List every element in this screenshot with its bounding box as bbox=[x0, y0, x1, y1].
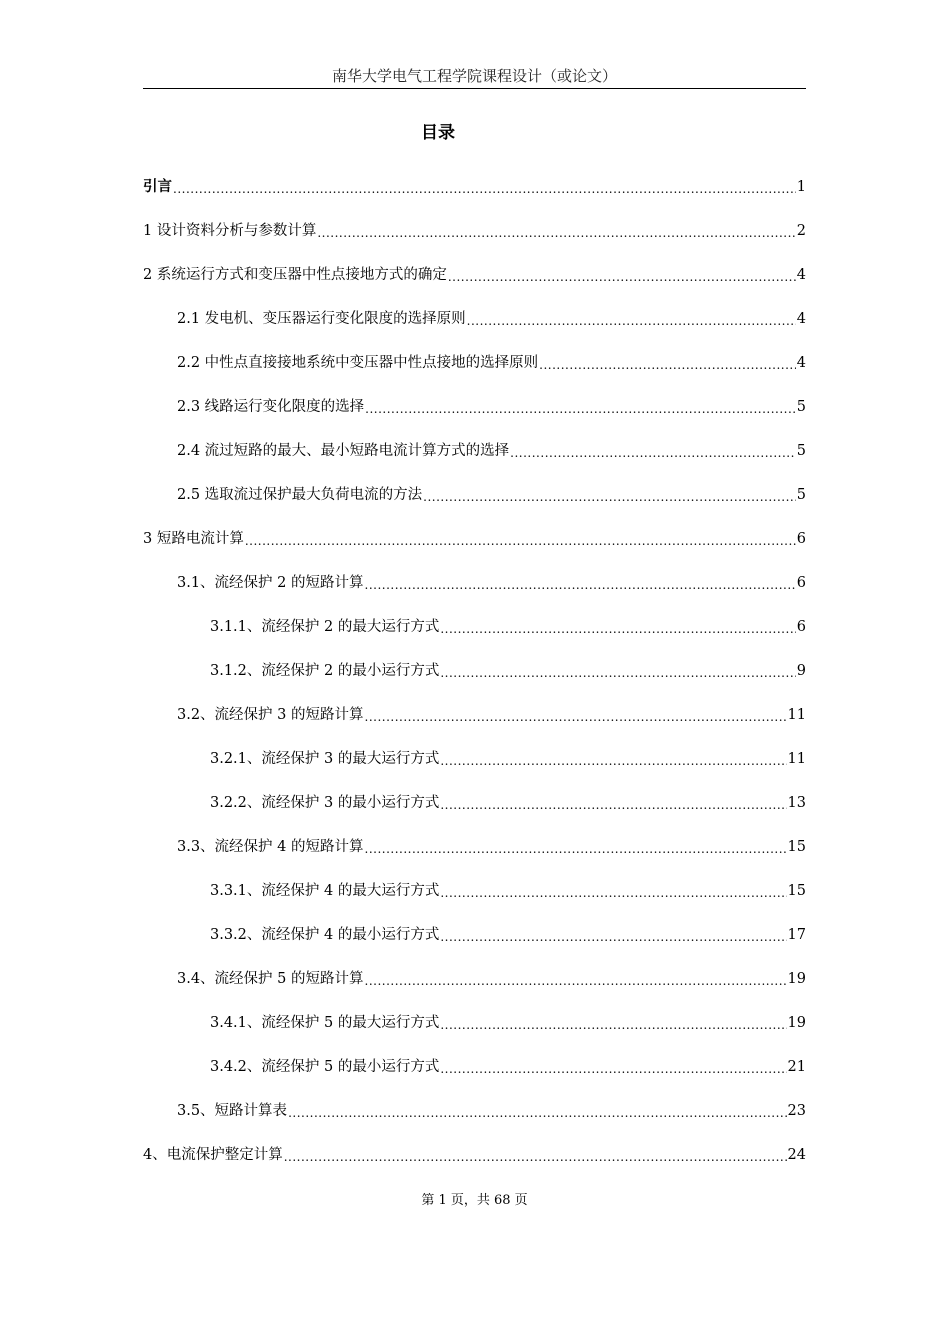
toc-dot-leader bbox=[173, 176, 796, 198]
toc-entry[interactable] bbox=[143, 176, 806, 198]
toc-entry[interactable] bbox=[143, 1056, 806, 1078]
toc-dot-leader bbox=[440, 660, 795, 682]
toc-entry-label: 3.2.2、流经保护 3 的最小运行方式 bbox=[210, 795, 440, 811]
toc-entry-label: 3.4、流经保护 5 的短路计算 bbox=[177, 971, 364, 987]
toc-entry-label: 3.3、流经保护 4 的短路计算 bbox=[177, 839, 364, 855]
toc-entry-label: 3.3.1、流经保护 4 的最大运行方式 bbox=[210, 883, 440, 899]
toc-entry-page: 13 bbox=[787, 795, 806, 811]
toc-dot-leader bbox=[440, 1012, 786, 1034]
toc-dot-leader bbox=[440, 616, 795, 638]
toc-entry-label: 2.2 中性点直接接地系统中变压器中性点接地的选择原则 bbox=[177, 355, 539, 371]
toc-entry-page: 4 bbox=[796, 355, 806, 371]
toc-entry-label: 3.1.2、流经保护 2 的最小运行方式 bbox=[210, 663, 440, 679]
toc-entry-page: 19 bbox=[787, 1015, 806, 1031]
toc-entry-page: 4 bbox=[796, 311, 806, 327]
toc-entry-label: 3.1、流经保护 2 的短路计算 bbox=[177, 575, 364, 591]
toc-entry[interactable] bbox=[143, 220, 806, 242]
toc-entry-page: 5 bbox=[796, 399, 806, 415]
toc-entry[interactable] bbox=[143, 748, 806, 770]
toc-entry-label: 4、电流保护整定计算 bbox=[143, 1147, 283, 1163]
toc-entry-page: 11 bbox=[787, 707, 806, 723]
toc-entry-label: 3.5、短路计算表 bbox=[177, 1103, 288, 1119]
running-header: 南华大学电气工程学院课程设计（或论文） bbox=[331, 67, 617, 85]
toc-entry-label: 2.3 线路运行变化限度的选择 bbox=[177, 399, 365, 415]
toc-entry-page: 15 bbox=[787, 883, 806, 899]
toc-entry-page: 5 bbox=[796, 487, 806, 503]
toc-entry-label: 3.2.1、流经保护 3 的最大运行方式 bbox=[210, 751, 440, 767]
toc-entry-page: 9 bbox=[796, 663, 806, 679]
toc-entry-label: 3.4.2、流经保护 5 的最小运行方式 bbox=[210, 1059, 440, 1075]
toc-entry[interactable] bbox=[143, 396, 806, 418]
toc-entry[interactable] bbox=[143, 836, 806, 858]
toc-entry-page: 19 bbox=[787, 971, 806, 987]
toc-entry-page: 4 bbox=[796, 267, 806, 283]
toc-entry[interactable] bbox=[143, 308, 806, 330]
toc-entry[interactable] bbox=[143, 616, 806, 638]
toc-dot-leader bbox=[510, 440, 796, 462]
toc-entry-page: 15 bbox=[787, 839, 806, 855]
toc-dot-leader bbox=[440, 1056, 786, 1078]
toc-entry[interactable] bbox=[143, 572, 806, 594]
toc-entry-label: 2.5 选取流过保护最大负荷电流的方法 bbox=[177, 487, 423, 503]
toc-entry-label: 3.2、流经保护 3 的短路计算 bbox=[177, 707, 364, 723]
toc-entry-label: 2.4 流过短路的最大、最小短路电流计算方式的选择 bbox=[177, 443, 510, 459]
toc-entry-label: 3.3.2、流经保护 4 的最小运行方式 bbox=[210, 927, 440, 943]
toc-dot-leader bbox=[440, 748, 786, 770]
toc-entry-label: 2.1 发电机、变压器运行变化限度的选择原则 bbox=[177, 311, 466, 327]
toc-entry-label: 3.1.1、流经保护 2 的最大运行方式 bbox=[210, 619, 440, 635]
toc-dot-leader bbox=[467, 308, 796, 330]
toc-entry[interactable] bbox=[143, 1144, 806, 1166]
toc-entry-page: 6 bbox=[796, 619, 806, 635]
toc-entry[interactable] bbox=[143, 484, 806, 506]
toc-entry[interactable] bbox=[143, 924, 806, 946]
toc-dot-leader bbox=[423, 484, 796, 506]
toc-dot-leader bbox=[365, 396, 796, 418]
toc-entry[interactable] bbox=[143, 660, 806, 682]
toc-dot-leader bbox=[365, 704, 787, 726]
toc-entry[interactable] bbox=[143, 440, 806, 462]
toc-dot-leader bbox=[448, 264, 796, 286]
toc-entry-page: 6 bbox=[796, 531, 806, 547]
toc-entry-page: 5 bbox=[796, 443, 806, 459]
toc-entry-page: 6 bbox=[796, 575, 806, 591]
header-rule bbox=[143, 88, 806, 89]
page-footer: 第 1 页，共 68 页 bbox=[421, 1193, 528, 1208]
toc-entry[interactable] bbox=[143, 1100, 806, 1122]
toc-dot-leader bbox=[317, 220, 795, 242]
toc-entry[interactable] bbox=[143, 528, 806, 550]
toc-entry[interactable] bbox=[143, 264, 806, 286]
toc-dot-leader bbox=[245, 528, 796, 550]
toc-entry[interactable] bbox=[143, 704, 806, 726]
toc-entry-page: 23 bbox=[787, 1103, 806, 1119]
toc-dot-leader bbox=[365, 836, 787, 858]
toc-entry-page: 21 bbox=[787, 1059, 806, 1075]
toc-dot-leader bbox=[440, 880, 786, 902]
toc-dot-leader bbox=[288, 1100, 786, 1122]
toc-entry[interactable] bbox=[143, 880, 806, 902]
toc-entry-page: 17 bbox=[787, 927, 806, 943]
toc-entry-label: 1 设计资料分析与参数计算 bbox=[143, 223, 317, 239]
toc-entry-page: 24 bbox=[787, 1147, 806, 1163]
toc-entry-page: 11 bbox=[787, 751, 806, 767]
toc-entry-label: 引言 bbox=[143, 179, 172, 195]
toc-dot-leader bbox=[284, 1144, 787, 1166]
toc-entry-page: 1 bbox=[796, 179, 806, 195]
toc-dot-leader bbox=[440, 924, 786, 946]
toc-entry-label: 3.4.1、流经保护 5 的最大运行方式 bbox=[210, 1015, 440, 1031]
toc-entry-page: 2 bbox=[796, 223, 806, 239]
toc-dot-leader bbox=[440, 792, 786, 814]
toc-entry-label: 2 系统运行方式和变压器中性点接地方式的确定 bbox=[143, 267, 447, 283]
toc-dot-leader bbox=[539, 352, 796, 374]
toc-entry[interactable] bbox=[143, 968, 806, 990]
toc-title: 目录 bbox=[421, 123, 455, 143]
toc-entry-label: 3 短路电流计算 bbox=[143, 531, 244, 547]
toc-dot-leader bbox=[365, 968, 787, 990]
toc-entry[interactable] bbox=[143, 352, 806, 374]
toc-entry[interactable] bbox=[143, 1012, 806, 1034]
toc-entry[interactable] bbox=[143, 792, 806, 814]
toc-dot-leader bbox=[365, 572, 796, 594]
